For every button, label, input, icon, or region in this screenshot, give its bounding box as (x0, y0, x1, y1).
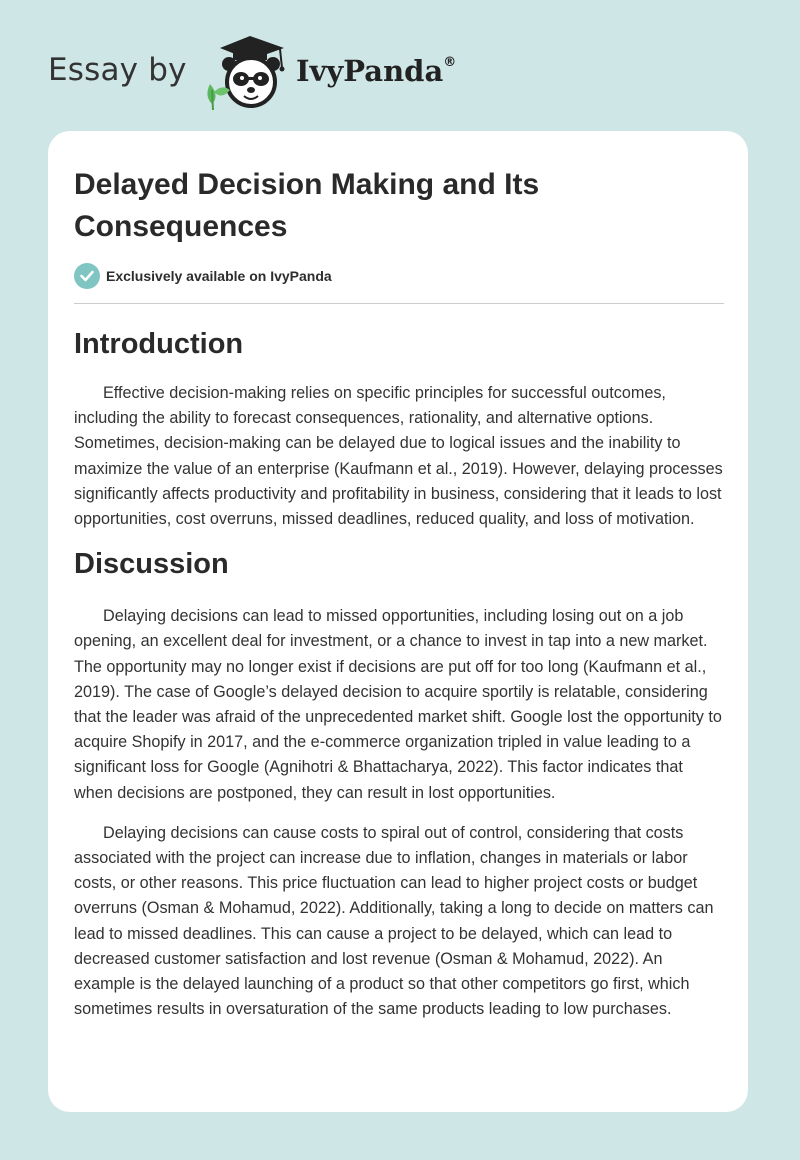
brand-text: IvyPanda (296, 54, 444, 88)
site-header (48, 34, 508, 114)
discussion-paragraph-1: Delaying decisions can lead to missed opportunities, including losing out on a job opening, an excellent deal for investment, or a chance to invest in tap into a new market. The opportunity may no longer exist if decisions are put off for too long (Kaufmann et al., 2019). The case of Google’s delayed decision to acquire sportily is relatable, considering that the leader was afraid of the unprecedented market shift. Google lost the opportunity to acquire Shopify in 2017, and the e-commerce organization tripled in value leading to a significant loss for Google (Agnihotri & Bhattacharya, 2022). This factor indicates that when decisions are postponed, they can result in lost opportunities. (74, 607, 722, 802)
exclusive-badge-text: Exclusively available on IvyPanda (106, 268, 332, 284)
exclusive-badge (74, 263, 332, 289)
brand-name (296, 54, 456, 88)
article-title: Delayed Decision Making and Its Consequences (74, 168, 540, 243)
essay-by-label: Essay by (48, 52, 187, 88)
section-heading-discussion: Discussion (74, 548, 229, 581)
discussion-paragraph-2: Delaying decisions can cause costs to spiral out of control, considering that costs associated with the project can increase due to inflation, changes in materials or labor costs, or other reasons. This price fluctuation can lead to higher project costs or budget overruns (Osman & Mohamud, 2022). Additionally, taking a long to decide on matters can lead to missed deadlines. This can cause a project to be delayed, which can lead to decreased customer satisfaction and lost revenue (Osman & Mohamud, 2022). An example is the delayed launching of a product so that other competitors go first, which sometimes results in oversaturation of the same products leading to low purchases. (74, 823, 714, 1019)
check-circle-icon (74, 263, 100, 289)
introduction-paragraph: Effective decision-making relies on specific principles for successful outcomes, including the ability to forecast consequences, rationality, and alternative options. Sometimes, decision-making can be delayed due to logical issues and the inability to maximize the value of an enterprise (Kaufmann et al., 2019). However, delaying processes significantly affects productivity and profitability in business, considering that it leads to lost opportunities, cost overruns, missed deadlines, reduced quality, and loss of motivation. (74, 384, 723, 529)
section-heading-introduction: Introduction (74, 328, 244, 360)
registered-mark: ® (443, 55, 457, 71)
panda-graduate-icon (200, 34, 292, 110)
article-card (48, 131, 748, 1112)
title-divider (74, 303, 724, 304)
article-body (74, 324, 724, 1022)
